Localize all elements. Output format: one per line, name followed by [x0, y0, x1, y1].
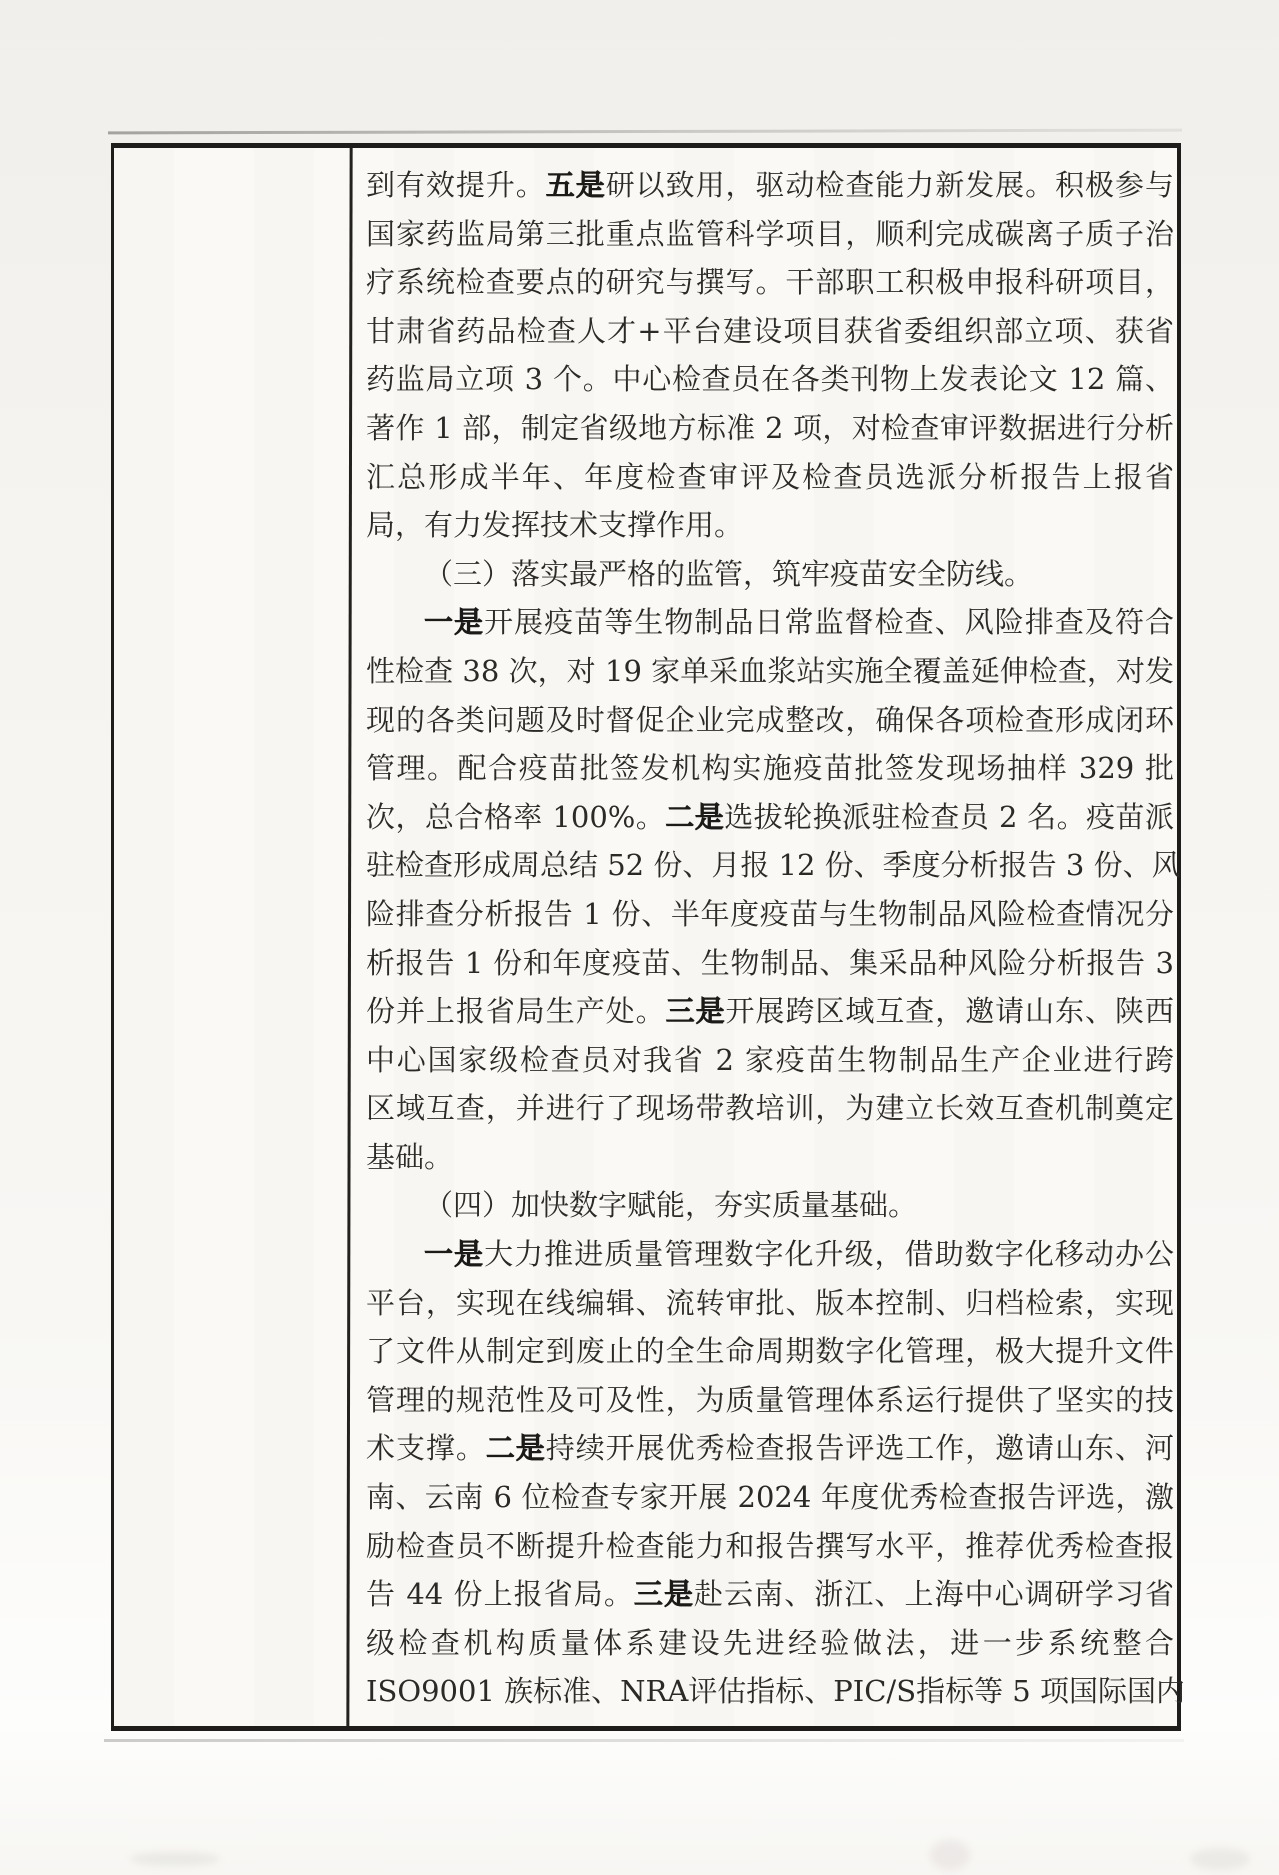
text-segment: 局，有力发挥技术支撑作用。: [366, 508, 744, 543]
text-segment: 选拔轮换派驻检查员 2 名。疫苗派: [724, 799, 1174, 834]
text-segment: 开展疫苗等生物制品日常监督检查、风险排查及符合: [484, 605, 1174, 640]
text-line: [366, 1133, 1174, 1182]
text-line: [366, 1036, 1174, 1085]
text-segment: 持续开展优秀检查报告评选工作，邀请山东、河: [545, 1431, 1174, 1466]
text-segment: 区域互查，并进行了现场带教培训，为建立长效互查机制奠定: [366, 1091, 1174, 1126]
text-line: [366, 1522, 1174, 1571]
bold-ordinal-marker: 二是: [665, 799, 725, 834]
text-line: [366, 355, 1174, 404]
text-line: [366, 1667, 1185, 1716]
text-line: [366, 1376, 1174, 1425]
text-segment: 南、云南 6 位检查专家开展 2024 年度优秀检查报告评选，激: [366, 1480, 1174, 1515]
text-line: [366, 307, 1174, 356]
text-segment: （四）加快数字赋能，夯实质量基础。: [424, 1188, 918, 1223]
scan-smudge: [1190, 1848, 1250, 1870]
text-segment: 大力推进质量管理数字化升级，借助数字化移动办公: [484, 1237, 1174, 1272]
text-line: [366, 501, 1174, 550]
text-segment: 甘肃省药品检查人才+平台建设项目获省委组织部立项、获省: [366, 313, 1174, 348]
bold-ordinal-marker: 三是: [633, 1577, 695, 1612]
text-line: [366, 453, 1174, 502]
text-segment: 国家药监局第三批重点监管科学项目，顺利完成碳离子质子治: [366, 216, 1174, 251]
text-segment: 现的各类问题及时督促企业完成整改，确保各项检查形成闭环: [366, 702, 1174, 737]
text-line: [366, 598, 1174, 647]
text-segment: 基础。: [366, 1139, 454, 1174]
text-segment: 疗系统检查要点的研究与撰写。干部职工积极申报科研项目，: [366, 265, 1174, 300]
text-segment: 险排查分析报告 1 份、半年度疫苗与生物制品风险检查情况分: [366, 896, 1174, 931]
text-line: [366, 696, 1174, 745]
text-segment: 份并上报省局生产处。: [366, 994, 666, 1029]
text-segment: 著作 1 部，制定省级地方标准 2 项，对检查审评数据进行分析: [366, 410, 1174, 445]
text-line: [366, 939, 1174, 988]
text-line: [366, 744, 1174, 793]
scan-artifact-bottom-line: [104, 1739, 1184, 1742]
text-line: [366, 1084, 1174, 1133]
text-segment: 管理。配合疫苗批签发机构实施疫苗批签发现场抽样 329 批: [366, 751, 1174, 786]
text-line: [366, 890, 1174, 939]
text-segment: 了文件从制定到废止的全生命周期数字化管理，极大提升文件: [366, 1334, 1174, 1369]
text-line: [366, 1230, 1174, 1279]
text-segment: 次，总合格率 100%。: [366, 799, 666, 834]
text-line: [366, 1181, 1174, 1230]
text-segment: 研以致用，驱动检查能力新发展。积极参与: [605, 168, 1174, 202]
text-line: [366, 1279, 1174, 1328]
table-left-cell: [114, 148, 348, 1726]
text-column: [366, 161, 1185, 1716]
scan-smudge: [930, 1840, 970, 1870]
text-line: [366, 210, 1174, 259]
text-segment: 中心国家级检查员对我省 2 家疫苗生物制品生产企业进行跨: [366, 1042, 1174, 1077]
bold-ordinal-marker: 三是: [665, 994, 726, 1029]
text-segment: 平台，实现在线编辑、流转审批、版本控制、归档检索，实现: [366, 1285, 1174, 1320]
text-segment: 析报告 1 份和年度疫苗、生物制品、集采品种风险分析报告 3: [366, 945, 1174, 980]
text-line: [366, 404, 1174, 453]
scan-smudge: [130, 1852, 220, 1866]
text-segment: 管理的规范性及可及性，为质量管理体系运行提供了坚实的技: [366, 1382, 1174, 1417]
scan-artifact-top-line: [108, 129, 1182, 135]
text-segment: 励检查员不断提升检查能力和报告撰写水平，推荐优秀检查报: [366, 1528, 1174, 1563]
text-segment: 开展跨区域互查，邀请山东、陕西: [725, 994, 1174, 1029]
text-segment: 术支撑。: [366, 1431, 486, 1466]
text-line: [366, 161, 1174, 210]
text-segment: 告 44 份上报省局。: [366, 1577, 634, 1612]
bold-ordinal-marker: 五是: [545, 168, 606, 202]
report-table: [111, 143, 1185, 1731]
text-segment: 到有效提升。: [366, 168, 546, 202]
text-line: [366, 793, 1174, 842]
text-segment: 药监局立项 3 个。中心检查员在各类刊物上发表论文 12 篇、: [366, 362, 1174, 397]
text-line: [366, 550, 1174, 599]
text-segment: （三）落实最严格的监管，筑牢疫苗安全防线。: [424, 556, 1034, 591]
bold-ordinal-marker: 二是: [485, 1431, 546, 1466]
text-line: [366, 1570, 1174, 1619]
text-line: [366, 258, 1174, 307]
text-segment: 性检查 38 次，对 19 家单采血浆站实施全覆盖延伸检查，对发: [366, 653, 1174, 688]
text-segment: 级检查机构质量体系建设先进经验做法，进一步系统整合: [366, 1625, 1174, 1660]
text-segment: ISO9001 族标准、NRA评估指标、PIC/S指标等 5 项国际国内: [366, 1674, 1185, 1709]
text-line: [366, 647, 1174, 696]
bold-ordinal-marker: 一是: [424, 1237, 485, 1272]
table-right-cell: [351, 148, 1185, 1726]
text-segment: 汇总形成半年、年度检查审评及检查员选派分析报告上报省: [366, 459, 1174, 494]
text-line: [366, 841, 1181, 890]
text-segment: 驻检查形成周总结 52 份、月报 12 份、季度分析报告 3 份、风: [366, 848, 1181, 883]
text-line: [366, 1473, 1174, 1522]
bold-ordinal-marker: 一是: [424, 605, 485, 640]
text-line: [366, 1424, 1174, 1473]
text-line: [366, 1327, 1174, 1376]
text-segment: 赴云南、浙江、上海中心调研学习省: [694, 1577, 1174, 1612]
text-line: [366, 1619, 1174, 1668]
text-line: [366, 987, 1174, 1036]
